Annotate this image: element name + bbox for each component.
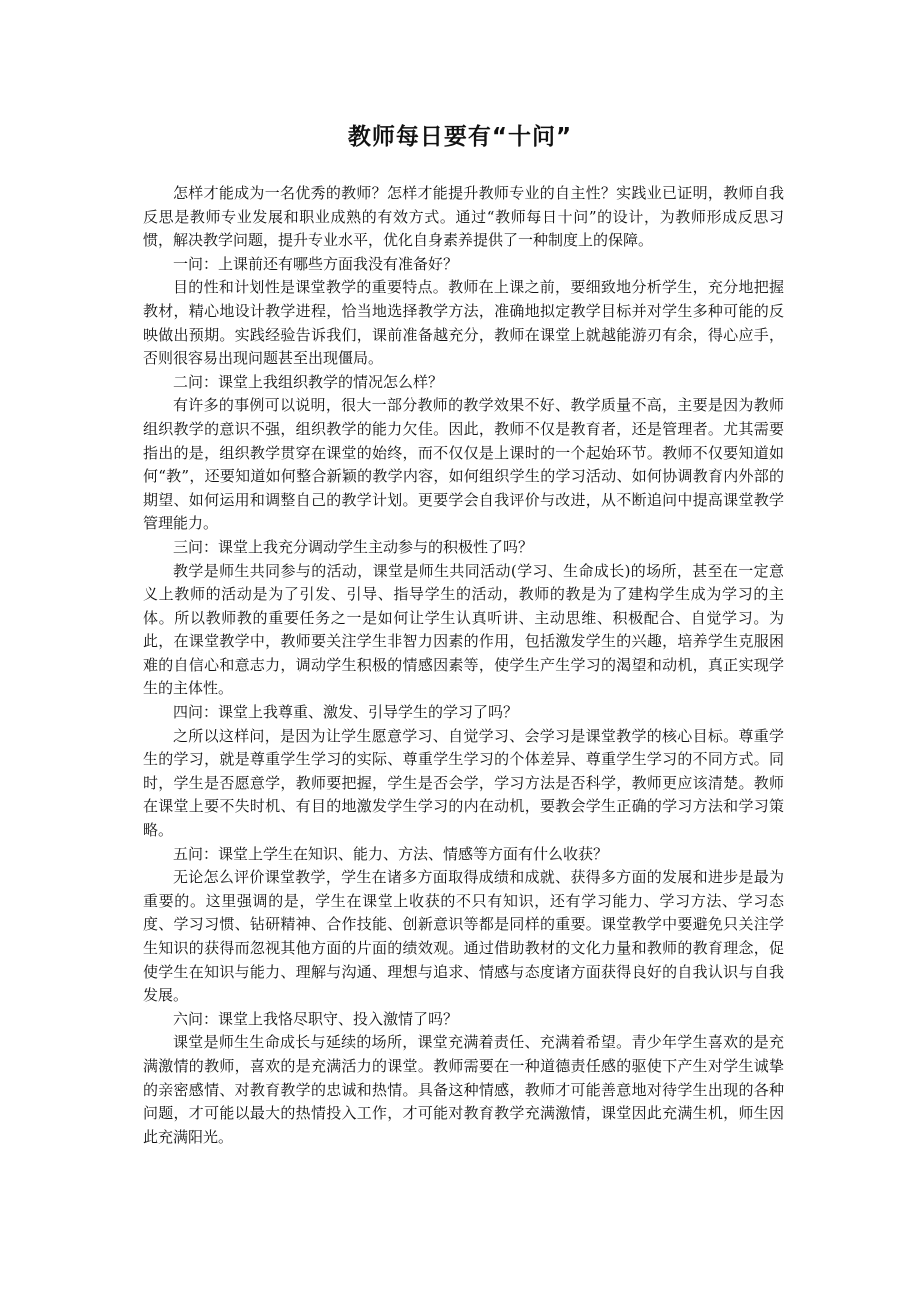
question-6: 六问：课堂上我恪尽职守、投入激情了吗？ [173,1009,459,1028]
question-3: 三问：课堂上我充分调动学生主动参与的积极性了吗？ [173,537,534,556]
question-1: 一问：上课前还有哪些方面我没有准备好？ [173,254,459,273]
answer-4: 之所以这样问，是因为让学生愿意学习、自觉学习、会学习是课堂教学的核心目标。尊重学生的学习，就是尊重学生学习的实际、尊重学生学习的个体差异、尊重学生学习的不同方式。同时，学生是否愿意学，教师要把握，学生是否会学，学习方法是否科学，教师更应该清楚。教师在课堂上要不失时机、有目的地激发学生学习的内在动机，要教会学生正确的学习方法和学习策略。 [143,726,784,840]
answer-6: 课堂是师生生命成长与延续的场所，课堂充满着责任、充满着希望。青少年学生喜欢的是充满激情的教师，喜欢的是充满活力的课堂。教师需要在一种道德责任感的驱使下产生对学生诚挚的亲密感情、对教育教学的忠诚和热情。具备这种情感，教师才可能善意地对待学生出现的各种问题，才可能以最大的热情投入工作，才可能对教育教学充满激情，课堂因此充满生机，师生因此充满阳光。 [143,1033,784,1146]
question-2: 二问：课堂上我组织教学的情况怎么样？ [173,372,444,391]
document-title: 教师每日要有“十问” [347,124,573,150]
question-5: 五问：课堂上学生在知识、能力、方法、情感等方面有什么收获？ [173,844,609,863]
answer-2: 有许多的事例可以说明，很大一部分教师的教学效果不好、教学质量不高，主要是因为教师组织教学的意识不强，组织教学的能力欠佳。因此，教师不仅是教育者，还是管理者。尤其需要指出的是，组织教学贯穿在课堂的始终，而不仅仅是上课时的一个起始环节。教师不仅要知道如何“教”，还要知道如何整合新颖的教学内容，如何组织学生的学习活动、如何协调教育内外部的期望、如何运用和调整自己的教学计划。更要学会自我评价与改进，从不断追问中提高课堂教学管理能力。 [143,396,784,533]
document-body [143,182,784,1149]
answer-5: 无论怎么评价课堂教学，学生在诸多方面取得成绩和成就、获得多方面的发展和进步是最为重要的。这里强调的是，学生在课堂上收获的不只有知识，还有学习能力、学习方法、学习态度、学习习惯、钻研精神、合作技能、创新意识等都是同样的重要。课堂教学中要避免只关注学生知识的获得而忽视其他方面的片面的绩效观。通过借助教材的文化力量和教师的教育理念，促使学生在知识与能力、理解与沟通、理想与追求、情感与态度诸方面获得良好的自我认识与自我发展。 [143,868,784,1005]
answer-1: 目的性和计划性是课堂教学的重要特点。教师在上课之前，要细致地分析学生，充分地把握教材，精心地设计教学进程，恰当地选择教学方法，准确地拟定教学目标并对学生多种可能的反映做出预期。实践经验告诉我们，课前准备越充分，教师在课堂上就越能游刃有余，得心应手，否则很容易出现问题甚至出现僵局。 [143,278,784,368]
intro-paragraph: 怎样才能成为一名优秀的教师？怎样才能提升教师专业的自主性？实践业已证明，教师自我反思是教师专业发展和职业成熟的有效方式。通过“教师每日十问”的设计，为教师形成反思习惯，解决教学问题，提升专业水平，优化自身素养提供了一种制度上的保障。 [143,184,784,250]
question-4: 四问：课堂上我尊重、激发、引导学生的学习了吗？ [173,703,519,722]
answer-3: 教学是师生共同参与的活动，课堂是师生共同活动(学习、生命成长)的场所，甚至在一定意义上教师的活动是为了引发、引导、指导学生的活动，教师的教是为了建构学生成为学习的主体。所以教师教的重要任务之一是如何让学生认真听讲、主动思维、积极配合、自觉学习。为此，在课堂教学中，教师要关注学生非智力因素的作用，包括激发学生的兴趣，培养学生克服困难的自信心和意志力，调动学生积极的情感因素等，使学生产生学习的渴望和动机，真正实现学生的主体性。 [143,561,784,698]
